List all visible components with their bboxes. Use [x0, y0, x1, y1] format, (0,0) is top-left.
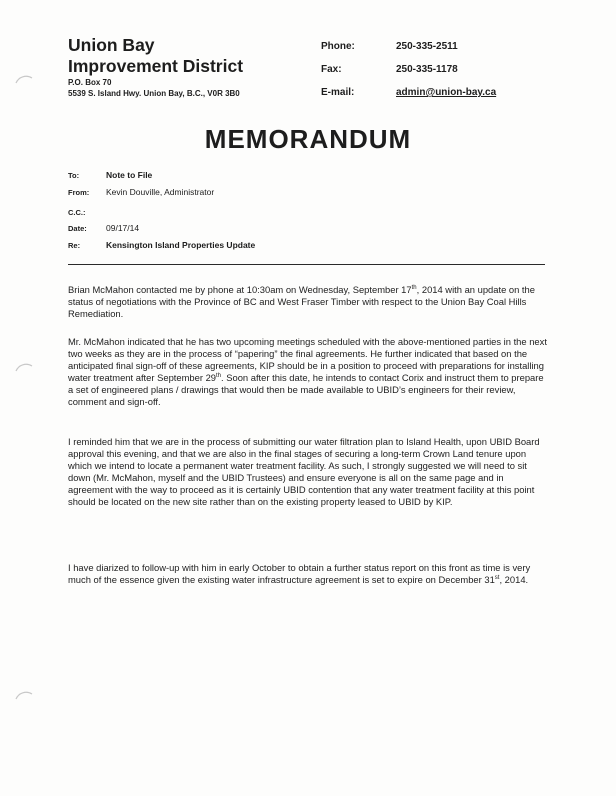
date-label: Date: — [68, 224, 87, 233]
memo-title: MEMORANDUM — [204, 124, 412, 154]
org-name-line2: Improvement District — [68, 56, 244, 76]
org-address: 5539 S. Island Hwy. Union Bay, B.C., V0R 3B0 — [68, 89, 240, 98]
re-value: Kensington Island Properties Update — [106, 240, 256, 250]
to-value: Note to File — [106, 170, 153, 180]
header-divider — [68, 264, 545, 265]
binder-hole-icon — [10, 74, 36, 100]
email-label: E-mail: — [321, 87, 355, 98]
email-link[interactable]: admin@union-bay.ca — [396, 87, 497, 98]
phone-value: 250-335-2511 — [396, 41, 458, 52]
fax-value: 250-335-1178 — [396, 64, 458, 75]
from-value: Kevin Douville, Administrator — [106, 187, 215, 197]
binder-hole-icon — [10, 362, 36, 388]
org-po-box: P.O. Box 70 — [68, 78, 112, 87]
paragraph-2: Mr. McMahon indicated that he has two upcoming meetings scheduled with the above-mentioned parties in the next two weeks as they are in the process of “papering” the final agreements. He further indicated that based on the anticipated final sign-off of these agreements, KIP should be in a position to proceed with preparations for installing water treatment after September 29th. Soon after this date, he intends to contact Corix and instruct them to prepare a set of engineered plans / drawings that would then be made available to UBID’s engineers for their review, comment and sign-off. — [68, 336, 547, 408]
cc-label: C.C.: — [68, 208, 86, 217]
binder-hole-icon — [10, 690, 36, 716]
to-label: To: — [68, 171, 80, 180]
org-name-line1: Union Bay — [68, 35, 155, 55]
re-label: Re: — [68, 241, 81, 250]
paragraph-1: Brian McMahon contacted me by phone at 10:30am on Wednesday, September 17th, 2014 with an update on the status of negotiations with the Province of BC and West Fraser Timber with respect to the Union Bay Coal Hills Remediation. — [68, 284, 535, 320]
date-value: 09/17/14 — [106, 223, 140, 233]
fax-label: Fax: — [321, 64, 342, 75]
paragraph-3: I reminded him that we are in the process of submitting our water filtration plan to Island Health, upon UBID Board approval this evening, and that we are also in the final stages of securing a long-term Crown Land tenure upon which we intend to locate a permanent water treatment facility. As such, I strongly suggested we will need to sit down (Mr. McMahon, myself and the UBID Trustees) and ensure everyone is all on the same page and in agreement with the way to proceed as it is certainly UBID contention that any water treatment facility at this point should be located on the new site rather than on the existing property leased to UBID by KIP. — [68, 436, 540, 508]
from-label: From: — [68, 188, 90, 197]
phone-label: Phone: — [321, 41, 355, 52]
paragraph-4: I have diarized to follow-up with him in early October to obtain a further status report on this front as time is very much of the essence given the existing water infrastructure agreement is set to expire on December 31st, 2014. — [68, 562, 531, 586]
